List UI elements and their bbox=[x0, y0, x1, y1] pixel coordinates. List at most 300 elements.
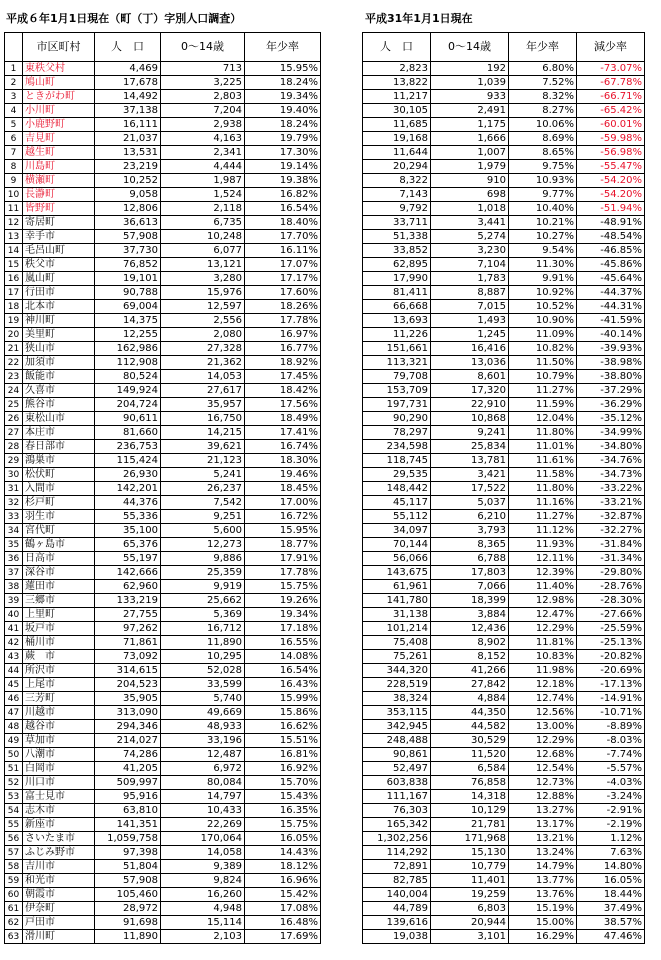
young-rate-h6: 17.78% bbox=[245, 314, 321, 328]
young-population-h31: 5,037 bbox=[431, 496, 509, 510]
young-population-h6: 21,123 bbox=[161, 454, 245, 468]
table-row bbox=[363, 370, 645, 384]
decrease-rate: -38.80% bbox=[577, 370, 645, 384]
young-population-h31: 1,007 bbox=[431, 146, 509, 160]
table-row bbox=[5, 62, 321, 76]
population-h31: 30,105 bbox=[363, 104, 431, 118]
population-h6: 142,666 bbox=[95, 566, 161, 580]
decrease-rate: -34.73% bbox=[577, 468, 645, 482]
young-rate-h31: 7.52% bbox=[509, 76, 577, 90]
row-index: 14 bbox=[5, 244, 23, 258]
row-index: 27 bbox=[5, 426, 23, 440]
population-h31: 165,342 bbox=[363, 818, 431, 832]
population-h6: 112,908 bbox=[95, 356, 161, 370]
population-h31: 111,167 bbox=[363, 790, 431, 804]
population-h6: 17,678 bbox=[95, 76, 161, 90]
table-row bbox=[363, 118, 645, 132]
population-h31: 33,711 bbox=[363, 216, 431, 230]
young-rate-h31: 11.61% bbox=[509, 454, 577, 468]
table-row bbox=[363, 748, 645, 762]
municipality-name: 松伏町 bbox=[23, 468, 95, 482]
population-h6: 81,660 bbox=[95, 426, 161, 440]
population-h31: 101,214 bbox=[363, 622, 431, 636]
municipality-name: 深谷市 bbox=[23, 566, 95, 580]
population-h6: 44,376 bbox=[95, 496, 161, 510]
young-population-h31: 25,834 bbox=[431, 440, 509, 454]
young-population-h6: 9,886 bbox=[161, 552, 245, 566]
table-row bbox=[5, 384, 321, 398]
young-population-h31: 13,781 bbox=[431, 454, 509, 468]
municipality-name: 本庄市 bbox=[23, 426, 95, 440]
table-row bbox=[5, 468, 321, 482]
population-h6: 76,852 bbox=[95, 258, 161, 272]
young-rate-h6: 17.18% bbox=[245, 622, 321, 636]
decrease-rate: 7.63% bbox=[577, 846, 645, 860]
row-index: 60 bbox=[5, 888, 23, 902]
row-index: 49 bbox=[5, 734, 23, 748]
young-population-h31: 27,842 bbox=[431, 678, 509, 692]
population-h6: 71,861 bbox=[95, 636, 161, 650]
young-population-h31: 192 bbox=[431, 62, 509, 76]
young-population-h31: 76,858 bbox=[431, 776, 509, 790]
decrease-rate: -31.84% bbox=[577, 538, 645, 552]
table-row bbox=[5, 188, 321, 202]
municipality-name: 毛呂山町 bbox=[23, 244, 95, 258]
young-rate-h6: 19.14% bbox=[245, 160, 321, 174]
row-index: 18 bbox=[5, 300, 23, 314]
young-population-h31: 7,066 bbox=[431, 580, 509, 594]
young-rate-h31: 11.93% bbox=[509, 538, 577, 552]
young-population-h6: 4,948 bbox=[161, 902, 245, 916]
young-rate-h31: 12.56% bbox=[509, 706, 577, 720]
row-index: 34 bbox=[5, 524, 23, 538]
population-h31: 29,535 bbox=[363, 468, 431, 482]
young-rate-h6: 16.92% bbox=[245, 762, 321, 776]
table-row bbox=[363, 188, 645, 202]
municipality-name: 東秩父村 bbox=[23, 62, 95, 76]
population-h31: 45,117 bbox=[363, 496, 431, 510]
population-h6: 63,810 bbox=[95, 804, 161, 818]
young-population-h31: 8,902 bbox=[431, 636, 509, 650]
young-population-h6: 80,084 bbox=[161, 776, 245, 790]
table-row bbox=[5, 804, 321, 818]
row-index: 15 bbox=[5, 258, 23, 272]
young-population-h6: 16,712 bbox=[161, 622, 245, 636]
young-rate-h6: 15.95% bbox=[245, 62, 321, 76]
population-h6: 12,806 bbox=[95, 202, 161, 216]
table-row bbox=[5, 286, 321, 300]
decrease-rate: -46.85% bbox=[577, 244, 645, 258]
population-h6: 80,524 bbox=[95, 370, 161, 384]
table-row bbox=[363, 622, 645, 636]
row-index: 51 bbox=[5, 762, 23, 776]
young-population-h6: 52,028 bbox=[161, 664, 245, 678]
decrease-rate: -17.13% bbox=[577, 678, 645, 692]
decrease-rate: -48.54% bbox=[577, 230, 645, 244]
young-population-h6: 10,295 bbox=[161, 650, 245, 664]
young-rate-header: 年少率 bbox=[245, 33, 321, 62]
municipality-name: 横瀬町 bbox=[23, 174, 95, 188]
young-population-h31: 1,245 bbox=[431, 328, 509, 342]
young-rate-h31: 12.04% bbox=[509, 412, 577, 426]
young-rate-h31: 12.54% bbox=[509, 762, 577, 776]
population-h31: 7,143 bbox=[363, 188, 431, 202]
row-index: 4 bbox=[5, 104, 23, 118]
table-row bbox=[363, 678, 645, 692]
row-index: 31 bbox=[5, 482, 23, 496]
municipality-name: 日高市 bbox=[23, 552, 95, 566]
table-row bbox=[5, 832, 321, 846]
row-index: 5 bbox=[5, 118, 23, 132]
young-population-h6: 16,750 bbox=[161, 412, 245, 426]
young-rate-h6: 16.54% bbox=[245, 664, 321, 678]
young-population-h31: 1,039 bbox=[431, 76, 509, 90]
table-row bbox=[363, 832, 645, 846]
population-h6: 51,804 bbox=[95, 860, 161, 874]
table-row bbox=[5, 174, 321, 188]
young-population-h31: 1,979 bbox=[431, 160, 509, 174]
municipality-name: 狭山市 bbox=[23, 342, 95, 356]
table-row bbox=[363, 202, 645, 216]
decrease-rate: 37.49% bbox=[577, 902, 645, 916]
municipality-name: 春日部市 bbox=[23, 440, 95, 454]
young-population-h31: 9,241 bbox=[431, 426, 509, 440]
young-population-h6: 27,328 bbox=[161, 342, 245, 356]
young-population-h31: 8,887 bbox=[431, 286, 509, 300]
young-rate-h6: 19.26% bbox=[245, 594, 321, 608]
table-row bbox=[5, 608, 321, 622]
population-h31: 153,709 bbox=[363, 384, 431, 398]
young-rate-h6: 16.55% bbox=[245, 636, 321, 650]
table-row bbox=[363, 580, 645, 594]
population-h6: 12,255 bbox=[95, 328, 161, 342]
young-rate-h31: 11.27% bbox=[509, 510, 577, 524]
young-rate-h31: 14.79% bbox=[509, 860, 577, 874]
table-row bbox=[363, 762, 645, 776]
municipality-name: 秩父市 bbox=[23, 258, 95, 272]
row-index: 9 bbox=[5, 174, 23, 188]
table-row bbox=[5, 594, 321, 608]
population-h31: 75,261 bbox=[363, 650, 431, 664]
population-h31: 344,320 bbox=[363, 664, 431, 678]
municipality-name: ときがわ町 bbox=[23, 90, 95, 104]
young-population-h6: 21,362 bbox=[161, 356, 245, 370]
young-rate-h6: 18.26% bbox=[245, 300, 321, 314]
population-h31: 76,303 bbox=[363, 804, 431, 818]
population-h31: 143,675 bbox=[363, 566, 431, 580]
row-index: 26 bbox=[5, 412, 23, 426]
row-index: 29 bbox=[5, 454, 23, 468]
population-h31: 141,780 bbox=[363, 594, 431, 608]
municipality-name: 志木市 bbox=[23, 804, 95, 818]
young-rate-h6: 15.95% bbox=[245, 524, 321, 538]
young-population-h31: 10,779 bbox=[431, 860, 509, 874]
municipality-name: 長瀞町 bbox=[23, 188, 95, 202]
index-header bbox=[5, 33, 23, 62]
population-h31: 55,112 bbox=[363, 510, 431, 524]
young-population-header: 0～14歳 bbox=[161, 33, 245, 62]
table-row bbox=[5, 734, 321, 748]
population-h31: 90,861 bbox=[363, 748, 431, 762]
population-h31: 139,616 bbox=[363, 916, 431, 930]
decrease-rate: -41.59% bbox=[577, 314, 645, 328]
young-rate-h31: 15.00% bbox=[509, 916, 577, 930]
decrease-rate: -37.29% bbox=[577, 384, 645, 398]
table-row bbox=[5, 202, 321, 216]
young-population-h6: 12,273 bbox=[161, 538, 245, 552]
decrease-rate: -28.30% bbox=[577, 594, 645, 608]
young-population-h31: 12,436 bbox=[431, 622, 509, 636]
decrease-rate: 1.12% bbox=[577, 832, 645, 846]
young-population-h6: 27,617 bbox=[161, 384, 245, 398]
row-index: 43 bbox=[5, 650, 23, 664]
municipality-name: 鴻巣市 bbox=[23, 454, 95, 468]
young-population-h6: 15,114 bbox=[161, 916, 245, 930]
young-population-h6: 5,369 bbox=[161, 608, 245, 622]
young-rate-h31: 9.75% bbox=[509, 160, 577, 174]
right-table-title: 平成31年1月1日現在 bbox=[365, 12, 473, 25]
young-population-h31: 11,401 bbox=[431, 874, 509, 888]
young-rate-h31: 11.58% bbox=[509, 468, 577, 482]
municipality-name: 伊奈町 bbox=[23, 902, 95, 916]
young-rate-h31: 11.30% bbox=[509, 258, 577, 272]
young-rate-h6: 15.86% bbox=[245, 706, 321, 720]
row-index: 20 bbox=[5, 328, 23, 342]
table-row bbox=[5, 706, 321, 720]
header-row bbox=[5, 33, 321, 62]
table-row bbox=[363, 384, 645, 398]
young-rate-h6: 19.34% bbox=[245, 608, 321, 622]
young-population-h6: 13,121 bbox=[161, 258, 245, 272]
young-population-h31: 17,522 bbox=[431, 482, 509, 496]
young-population-h6: 22,269 bbox=[161, 818, 245, 832]
young-rate-h6: 17.07% bbox=[245, 258, 321, 272]
young-population-h6: 14,215 bbox=[161, 426, 245, 440]
header-row bbox=[363, 33, 645, 62]
decrease-rate: -45.86% bbox=[577, 258, 645, 272]
municipality-name: 蕨 市 bbox=[23, 650, 95, 664]
young-population-h6: 3,280 bbox=[161, 272, 245, 286]
young-population-h31: 6,584 bbox=[431, 762, 509, 776]
decrease-rate: -54.20% bbox=[577, 188, 645, 202]
table-row bbox=[5, 426, 321, 440]
table-row bbox=[5, 146, 321, 160]
municipality-name: 幸手市 bbox=[23, 230, 95, 244]
decrease-rate: -55.47% bbox=[577, 160, 645, 174]
table-row bbox=[363, 230, 645, 244]
table-row bbox=[363, 132, 645, 146]
table-row bbox=[5, 874, 321, 888]
young-rate-h31: 11.80% bbox=[509, 426, 577, 440]
young-population-h6: 713 bbox=[161, 62, 245, 76]
row-index: 28 bbox=[5, 440, 23, 454]
young-rate-h31: 11.50% bbox=[509, 356, 577, 370]
population-h6: 509,997 bbox=[95, 776, 161, 790]
young-population-header: 0～14歳 bbox=[431, 33, 509, 62]
young-rate-h31: 10.83% bbox=[509, 650, 577, 664]
municipality-name: 北本市 bbox=[23, 300, 95, 314]
table-row bbox=[5, 860, 321, 874]
young-population-h31: 3,421 bbox=[431, 468, 509, 482]
young-population-h6: 16,260 bbox=[161, 888, 245, 902]
population-h31: 90,290 bbox=[363, 412, 431, 426]
municipality-name: 加須市 bbox=[23, 356, 95, 370]
decrease-rate: -14.91% bbox=[577, 692, 645, 706]
table-row bbox=[363, 510, 645, 524]
table-row bbox=[5, 398, 321, 412]
population-table-h6 bbox=[4, 32, 321, 944]
young-population-h31: 4,884 bbox=[431, 692, 509, 706]
decrease-rate: -40.14% bbox=[577, 328, 645, 342]
population-h31: 82,785 bbox=[363, 874, 431, 888]
young-population-h6: 7,542 bbox=[161, 496, 245, 510]
municipality-name: 羽生市 bbox=[23, 510, 95, 524]
decrease-rate: -38.98% bbox=[577, 356, 645, 370]
population-h6: 21,037 bbox=[95, 132, 161, 146]
young-rate-h6: 16.77% bbox=[245, 342, 321, 356]
young-rate-h31: 12.47% bbox=[509, 608, 577, 622]
municipality-name: 八潮市 bbox=[23, 748, 95, 762]
young-rate-h31: 12.74% bbox=[509, 692, 577, 706]
decrease-rate: -3.24% bbox=[577, 790, 645, 804]
young-population-h31: 30,529 bbox=[431, 734, 509, 748]
young-population-h6: 4,163 bbox=[161, 132, 245, 146]
young-rate-h31: 12.73% bbox=[509, 776, 577, 790]
young-population-h6: 12,487 bbox=[161, 748, 245, 762]
table-row bbox=[5, 916, 321, 930]
population-h6: 19,101 bbox=[95, 272, 161, 286]
population-h6: 37,730 bbox=[95, 244, 161, 258]
young-population-h6: 1,987 bbox=[161, 174, 245, 188]
row-index: 1 bbox=[5, 62, 23, 76]
table-row bbox=[5, 342, 321, 356]
young-population-h31: 6,788 bbox=[431, 552, 509, 566]
population-h6: 97,398 bbox=[95, 846, 161, 860]
young-rate-h31: 11.01% bbox=[509, 440, 577, 454]
young-population-h31: 3,884 bbox=[431, 608, 509, 622]
population-h31: 33,852 bbox=[363, 244, 431, 258]
municipality-name: 飯能市 bbox=[23, 370, 95, 384]
table-row bbox=[363, 398, 645, 412]
young-population-h31: 44,582 bbox=[431, 720, 509, 734]
young-rate-h6: 19.79% bbox=[245, 132, 321, 146]
population-h31: 603,838 bbox=[363, 776, 431, 790]
population-h6: 1,059,758 bbox=[95, 832, 161, 846]
population-h6: 26,930 bbox=[95, 468, 161, 482]
decrease-rate: -59.98% bbox=[577, 132, 645, 146]
decrease-rate: -25.13% bbox=[577, 636, 645, 650]
decrease-rate: -32.87% bbox=[577, 510, 645, 524]
young-rate-h6: 15.75% bbox=[245, 818, 321, 832]
municipality-name: 越谷市 bbox=[23, 720, 95, 734]
young-population-h6: 15,976 bbox=[161, 286, 245, 300]
table-row bbox=[363, 356, 645, 370]
population-h6: 55,336 bbox=[95, 510, 161, 524]
young-rate-h6: 15.51% bbox=[245, 734, 321, 748]
table-row bbox=[5, 272, 321, 286]
young-population-h31: 8,601 bbox=[431, 370, 509, 384]
population-h31: 44,789 bbox=[363, 902, 431, 916]
population-header: 人 口 bbox=[95, 33, 161, 62]
table-row bbox=[5, 790, 321, 804]
population-h6: 97,262 bbox=[95, 622, 161, 636]
table-row bbox=[363, 524, 645, 538]
young-rate-h31: 12.29% bbox=[509, 622, 577, 636]
young-rate-h6: 18.40% bbox=[245, 216, 321, 230]
population-h31: 11,217 bbox=[363, 90, 431, 104]
table-row bbox=[363, 636, 645, 650]
young-population-h31: 2,491 bbox=[431, 104, 509, 118]
population-h6: 105,460 bbox=[95, 888, 161, 902]
table-row bbox=[5, 566, 321, 580]
young-rate-h6: 18.49% bbox=[245, 412, 321, 426]
table-row bbox=[5, 356, 321, 370]
young-rate-h6: 17.08% bbox=[245, 902, 321, 916]
table-row bbox=[363, 454, 645, 468]
population-h31: 13,822 bbox=[363, 76, 431, 90]
municipality-name: 戸田市 bbox=[23, 916, 95, 930]
population-h31: 75,408 bbox=[363, 636, 431, 650]
table-row bbox=[363, 916, 645, 930]
row-index: 44 bbox=[5, 664, 23, 678]
young-rate-h6: 16.82% bbox=[245, 188, 321, 202]
population-h31: 81,411 bbox=[363, 286, 431, 300]
row-index: 62 bbox=[5, 916, 23, 930]
young-population-h31: 13,036 bbox=[431, 356, 509, 370]
population-h6: 65,376 bbox=[95, 538, 161, 552]
decrease-rate: -34.76% bbox=[577, 454, 645, 468]
young-rate-h6: 18.77% bbox=[245, 538, 321, 552]
young-population-h6: 5,740 bbox=[161, 692, 245, 706]
young-rate-h31: 13.76% bbox=[509, 888, 577, 902]
young-rate-h31: 13.77% bbox=[509, 874, 577, 888]
decrease-rate: -8.89% bbox=[577, 720, 645, 734]
population-h6: 204,523 bbox=[95, 678, 161, 692]
municipality-name: 越生町 bbox=[23, 146, 95, 160]
young-rate-h6: 18.30% bbox=[245, 454, 321, 468]
young-rate-h31: 10.79% bbox=[509, 370, 577, 384]
table-row bbox=[363, 482, 645, 496]
young-rate-h31: 10.06% bbox=[509, 118, 577, 132]
municipality-name: 久喜市 bbox=[23, 384, 95, 398]
young-rate-h6: 15.42% bbox=[245, 888, 321, 902]
decrease-rate: 47.46% bbox=[577, 930, 645, 944]
young-rate-h6: 16.96% bbox=[245, 874, 321, 888]
population-h6: 37,138 bbox=[95, 104, 161, 118]
decrease-rate: -34.80% bbox=[577, 440, 645, 454]
young-rate-h31: 11.40% bbox=[509, 580, 577, 594]
population-h31: 79,708 bbox=[363, 370, 431, 384]
young-rate-h6: 17.45% bbox=[245, 370, 321, 384]
young-rate-h6: 17.78% bbox=[245, 566, 321, 580]
row-index: 61 bbox=[5, 902, 23, 916]
young-rate-h31: 10.52% bbox=[509, 300, 577, 314]
young-population-h6: 10,433 bbox=[161, 804, 245, 818]
table-row bbox=[5, 454, 321, 468]
population-h31: 17,990 bbox=[363, 272, 431, 286]
row-index: 55 bbox=[5, 818, 23, 832]
population-h6: 55,197 bbox=[95, 552, 161, 566]
population-h6: 57,908 bbox=[95, 874, 161, 888]
young-rate-h31: 10.21% bbox=[509, 216, 577, 230]
row-index: 11 bbox=[5, 202, 23, 216]
municipality-name: 小鹿野町 bbox=[23, 118, 95, 132]
young-rate-h6: 18.24% bbox=[245, 118, 321, 132]
population-h6: 149,924 bbox=[95, 384, 161, 398]
table-row bbox=[363, 426, 645, 440]
table-row bbox=[363, 328, 645, 342]
population-h31: 114,292 bbox=[363, 846, 431, 860]
